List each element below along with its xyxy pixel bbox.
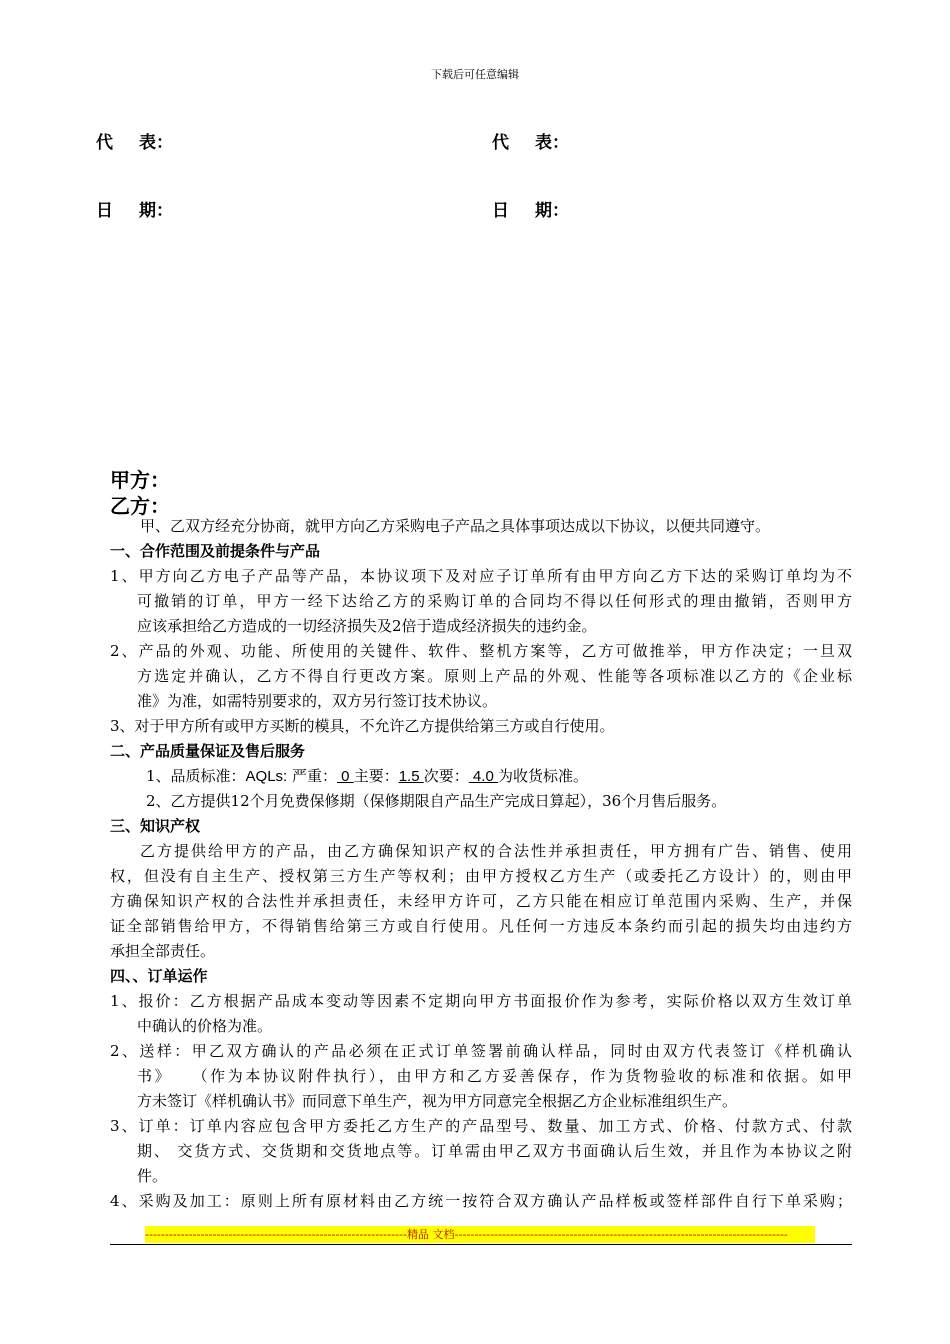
- minor-label: 次要：: [423, 767, 469, 785]
- section-1-item-2: 方选定并确认，乙方不得自行更改方案。原则上产品的外观、性能等各项标准以乙方的《企业标: [137, 667, 852, 685]
- label-char: 期：: [139, 201, 173, 221]
- label-char: 表：: [535, 133, 569, 153]
- footer-dashes: ------------------------------------------------------------------------------------: [454, 1228, 788, 1241]
- section-1-item-1: 1、甲方向乙方电子产品等产品，本协议项下及对应子订单所有由甲方向乙方下达的采购订单均为不: [110, 567, 852, 585]
- warranty-line: 2、乙方提供12个月免费保修期（保修期限自产品生产完成日算起），36个月售后服务。: [146, 792, 727, 810]
- contract-body: [110, 514, 852, 1214]
- section-1-title: 一、合作范围及前提条件与产品: [110, 542, 321, 560]
- ip-paragraph: 权，但没有自主生产、授权第三方生产等权利；由甲方授权乙方生产（或委托乙方设计）的，则由甲: [110, 867, 852, 885]
- section-1-item-2: 2、产品的外观、功能、所使用的关键件、软件、整机方案等，乙方可做推举，甲方作决定；一旦双: [110, 642, 852, 660]
- label-char: 日: [492, 201, 509, 221]
- ip-paragraph: 方确保知识产权的合法性并承担责任，未经甲方许可，乙方只能在相应订单范围内采购、生产，并保: [110, 892, 852, 910]
- section-4-item-2: 书》 （作为本协议附件执行），由甲方和乙方妥善保存，作为货物验收的标准和依据。如甲: [137, 1067, 852, 1085]
- section-4-item-2: 2、送样：甲乙双方确认的产品必须在正式订单签署前确认样品，同时由双方代表签订《样机确认: [110, 1042, 852, 1060]
- party-a-representative-label: [96, 128, 173, 153]
- quality-suffix: 为收货标准。: [497, 767, 588, 785]
- header-note: 下载后可任意编辑: [431, 68, 519, 81]
- severe-label: 严重：: [287, 767, 338, 785]
- intro-paragraph: 甲、乙双方经充分协商，就甲方向乙方采购电子产品之具体事项达成以下协议，以便共同遵守。: [140, 517, 771, 535]
- aql-label: AQLs:: [245, 768, 288, 785]
- section-1-item-3: 3、对于甲方所有或甲方买断的模具，不允许乙方提供给第三方或自行使用。: [110, 717, 615, 735]
- footer-label: 精品 文档: [406, 1228, 455, 1241]
- severe-value: 0: [337, 768, 354, 785]
- quality-prefix: 1、品质标准：: [146, 767, 246, 785]
- party-a-label: 甲方：: [110, 468, 170, 492]
- party-a-date-label: [96, 196, 173, 221]
- label-char: 日: [96, 201, 113, 221]
- label-char: 表：: [139, 133, 173, 153]
- section-4-item-3: 3、订单：订单内容应包含甲方委托乙方生产的产品型号、数量、加工方式、价格、付款方式、付款: [110, 1117, 852, 1135]
- party-b-label: 乙方：: [110, 494, 170, 518]
- section-1-item-1: 应该承担给乙方造成的一切经济损失及2倍于造成经济损失的违约金。: [137, 617, 597, 635]
- section-4-item-1: 中确认的价格为准。: [137, 1017, 273, 1035]
- section-4-item-3: 件。: [137, 1167, 168, 1185]
- ip-paragraph: 承担全部责任。: [110, 942, 216, 960]
- section-4-item-3: 期、 交货方式、交货期和交货地点等。订单需由甲乙双方书面确认后生效，并且作为本协议之附: [137, 1142, 852, 1160]
- ip-paragraph: 证全部销售给甲方，不得销售给第三方或自行使用。凡任何一方违反本条约而引起的损失均由违约方: [110, 917, 852, 935]
- major-value: 1.5: [398, 768, 424, 785]
- section-1-item-1: 可撤销的订单，甲方一经下达给乙方的采购订单的合同均不得以任何形式的理由撤销，否则甲方: [137, 592, 852, 610]
- ip-paragraph: 乙方提供给甲方的产品，由乙方确保知识产权的合法性并承担责任，甲方拥有广告、销售、使用: [140, 842, 852, 860]
- party-b-date-label: [492, 196, 569, 221]
- section-4-item-2: 方未签订《样机确认书》而同意下单生产，视为甲方同意完全根据乙方企业标准组织生产。: [137, 1092, 738, 1110]
- section-1-item-2: 准》为准，如需特别要求的，双方另行签订技术协议。: [137, 692, 498, 710]
- label-char: 代: [492, 133, 509, 153]
- party-b-representative-label: [492, 128, 569, 153]
- section-3-title: 三、知识产权: [110, 817, 201, 835]
- footer-rule: [110, 1244, 852, 1245]
- footer-banner: [145, 1226, 815, 1243]
- footer-dashes: ------------------------------------------------------------------: [145, 1228, 407, 1241]
- section-4-title: 四、、订单运作: [110, 967, 208, 985]
- label-char: 代: [96, 133, 113, 153]
- quality-standard-line: [110, 764, 852, 789]
- label-char: 期：: [535, 201, 569, 221]
- section-4-item-4: 4、采购及加工：原则上所有原材料由乙方统一按符合双方确认产品样板或签样部件自行下单采购；: [110, 1192, 852, 1210]
- major-label: 主要：: [353, 767, 399, 785]
- section-4-item-1: 1、报价：乙方根据产品成本变动等因素不定期向甲方书面报价作为参考，实际价格以双方生效订单: [110, 992, 852, 1010]
- minor-value: 4.0: [468, 768, 498, 785]
- section-2-title: 二、产品质量保证及售后服务: [110, 742, 306, 760]
